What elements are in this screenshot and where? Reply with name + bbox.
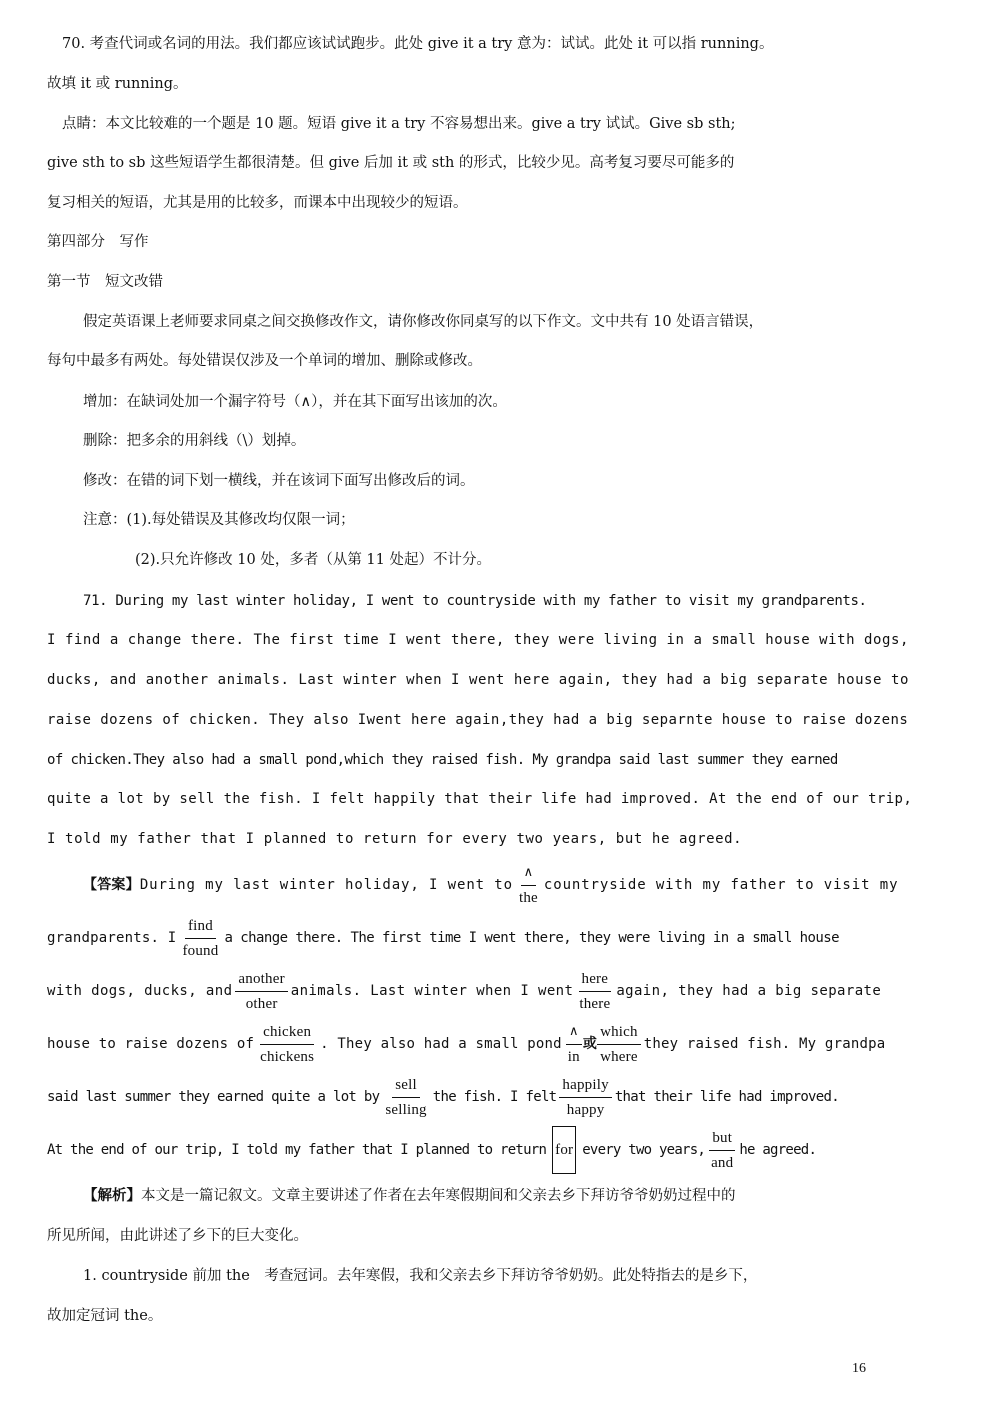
q71-line-2: I find a change there. The first time I went there, they were living in a small house with dogs, xyxy=(47,632,909,648)
analysis-text: 本文是一篇记叙文。文章主要讲述了作者在去年寒假期间和父亲去乡下拜访爷爷奶奶过程中的 xyxy=(141,1188,736,1204)
answer-text: During my last winter holiday, I went to xyxy=(139,877,513,893)
q71-line-3: ducks, and another animals. Last winter when I went here again, they had a big separate house to xyxy=(47,672,909,688)
analysis-point-1-line-2: 故加定冠词 the。 xyxy=(47,1308,163,1324)
error-word: which xyxy=(597,1022,641,1045)
or-label: 或 xyxy=(582,1036,598,1052)
answer-line-2 xyxy=(47,915,875,961)
analysis-line-1 xyxy=(83,1186,875,1206)
instruction-note-1: 注意：(1).每处错误及其修改均仅限一词； xyxy=(83,512,355,528)
answer-text: animals. Last winter when I went xyxy=(290,983,574,999)
correction-word: and xyxy=(711,1154,734,1171)
correction-word: happy xyxy=(566,1101,605,1118)
correction-word: selling xyxy=(385,1101,427,1118)
answer-text: countryside with my father to visit my xyxy=(543,877,899,893)
analysis-line-2: 所见所闻，由此讲述了乡下的巨大变化。 xyxy=(47,1228,308,1244)
instruction-delete: 删除：把多余的用斜线（\）划掉。 xyxy=(83,433,306,449)
correction-chicken-chickens xyxy=(257,1022,317,1067)
q71-line-1: 71. During my last winter holiday, I went to countryside with my father to visit my grandparents. xyxy=(83,593,867,609)
answer-text: they raised fish. My grandpa xyxy=(643,1036,886,1052)
q71-line-4: raise dozens of chicken. They also Iwent here again,they had a big separnte house to raise dozens xyxy=(47,712,909,728)
correction-insert-the xyxy=(516,863,541,908)
correction-word: there xyxy=(579,995,611,1012)
correction-word: in xyxy=(567,1048,580,1065)
instructions-line-2: 每句中最多有两处。每处错误仅涉及一个单词的增加、删除或修改。 xyxy=(47,353,482,369)
caret-mark: ∧ xyxy=(566,1022,582,1045)
answer-text: that their life had improved. xyxy=(614,1089,839,1105)
correction-word: other xyxy=(245,995,278,1012)
correction-word: found xyxy=(182,942,219,959)
error-word: happily xyxy=(559,1075,611,1098)
q70-line-1: 70. 考查代词或名词的用法。我们都应该试试跑步。此处 give it a try 意为：试试。此处 it 可以指 running。 xyxy=(62,36,774,52)
answer-text: house to raise dozens of xyxy=(47,1036,255,1052)
tip-line-1: 点睛：本文比较难的一个题是 10 题。短语 give it a try 不容易想出来。give a try 试试。Give sb sth; xyxy=(62,116,736,132)
answer-text: with dogs, ducks, and xyxy=(47,983,233,999)
instruction-note-2: (2).只允许修改 10 处，多者（从第 11 处起）不计分。 xyxy=(135,552,491,568)
correction-word: chickens xyxy=(260,1048,315,1065)
q70-line-2: 故填 it 或 running。 xyxy=(47,76,188,92)
q71-line-5: of chicken.They also had a small pond,which they raised fish. My grandpa said last summer they earned xyxy=(47,752,838,768)
analysis-point-1-line-1: 1. countryside 前加 the 考查冠词。去年寒假，我和父亲去乡下拜访爷爷奶奶。此处特指去的是乡下， xyxy=(83,1268,758,1284)
answer-text: . They also had a small pond xyxy=(320,1036,562,1052)
section-heading-sec1: 第一节 短文改错 xyxy=(47,274,163,290)
deleted-word-box: for xyxy=(552,1126,576,1174)
answer-line-3 xyxy=(47,968,882,1014)
answer-text: the fish. I felt xyxy=(432,1089,557,1105)
correction-but-and xyxy=(708,1128,736,1173)
answer-text: said last summer they earned quite a lot by xyxy=(47,1089,380,1105)
section-heading-part4: 第四部分 写作 xyxy=(47,234,149,250)
page-number: 16 xyxy=(852,1361,866,1376)
answer-text: a change there. The first time I went there, they were living in a small house xyxy=(224,930,839,946)
q71-line-6: quite a lot by sell the fish. I felt happily that their life had improved. At the end of our trip, xyxy=(47,791,913,807)
correction-which-where xyxy=(597,1022,641,1067)
tip-line-2: give sth to sb 这些短语学生都很清楚。但 give 后加 it 或 sth 的形式，比较少见。高考复习要尽可能多的 xyxy=(47,155,735,171)
caret-mark: ∧ xyxy=(521,863,537,886)
correction-sell-selling xyxy=(382,1075,429,1120)
tip-line-3: 复习相关的短语，尤其是用的比较多，而课本中出现较少的短语。 xyxy=(47,195,468,211)
correction-here-there xyxy=(576,969,613,1014)
error-word: find xyxy=(185,916,216,939)
answer-text: every two years, xyxy=(582,1142,706,1158)
error-word: sell xyxy=(392,1075,420,1098)
correction-word: the xyxy=(518,889,538,906)
answer-label: 【答案】 xyxy=(83,877,140,893)
answer-line-4 xyxy=(47,1021,886,1067)
answer-text: grandparents. I xyxy=(47,930,177,946)
answer-line-5 xyxy=(47,1074,875,1120)
answer-text: he agreed. xyxy=(739,1142,817,1158)
correction-another-other xyxy=(235,969,287,1014)
answer-line-1 xyxy=(83,862,899,908)
correction-find-found xyxy=(179,916,221,961)
error-word: another xyxy=(235,969,287,992)
correction-happily-happy xyxy=(559,1075,611,1120)
analysis-label: 【解析】 xyxy=(83,1187,141,1204)
correction-word: where xyxy=(600,1048,638,1065)
instruction-modify: 修改：在错的词下划一横线，并在该词下面写出修改后的词。 xyxy=(83,473,475,489)
error-word: but xyxy=(709,1128,735,1151)
instructions-line-1: 假定英语课上老师要求同桌之间交换修改作文，请你修改你同桌写的以下作文。文中共有 10 处语言错误， xyxy=(83,314,764,330)
answer-text: At the end of our trip, I told my father that I planned to return xyxy=(47,1142,547,1158)
answer-text: again, they had a big separate xyxy=(616,983,882,999)
instruction-add: 增加：在缺词处加一个漏字符号（∧），并在其下面写出该加的次。 xyxy=(83,394,507,410)
correction-insert-in xyxy=(565,1022,583,1067)
error-word: chicken xyxy=(260,1022,314,1045)
answer-line-6 xyxy=(47,1127,875,1173)
error-word: here xyxy=(579,969,612,992)
q71-line-7: I told my father that I planned to return for every two years, but he agreed. xyxy=(47,831,743,847)
